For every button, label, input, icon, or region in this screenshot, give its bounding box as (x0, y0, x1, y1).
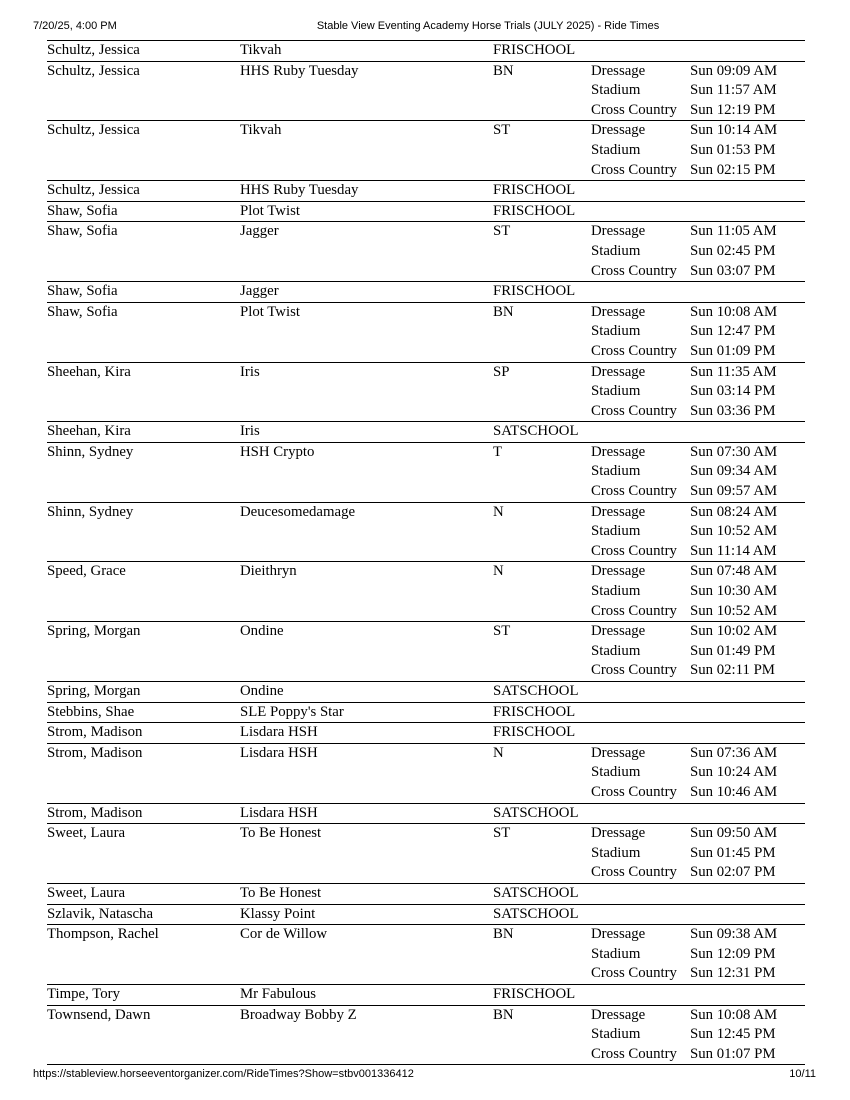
phase-label: Stadium (591, 844, 641, 861)
table-row (47, 362, 805, 422)
time-list (690, 702, 805, 723)
phase-label: Cross Country (591, 602, 677, 619)
ride-time: Sun 01:09 PM (690, 342, 776, 359)
ride-time: Sun 09:50 AM (690, 825, 778, 842)
ride-time: Sun 03:36 PM (690, 402, 776, 419)
division: BN (493, 303, 514, 320)
phase-list (591, 181, 690, 202)
time-list (690, 743, 805, 803)
time-list (690, 502, 805, 562)
division: FRISCHOOL (493, 724, 576, 741)
rider-name: Szlavik, Natascha (47, 905, 154, 922)
ride-time: Sun 01:45 PM (690, 844, 776, 861)
time-list (690, 362, 805, 422)
horse-name: Mr Fabulous (240, 985, 317, 1002)
table-row (47, 743, 805, 803)
rider-name: Schultz, Jessica (47, 62, 140, 79)
division: FRISCHOOL (493, 985, 576, 1002)
horse-name: Lisdara HSH (240, 804, 318, 821)
division: FRISCHOOL (493, 283, 576, 300)
rider-name: Spring, Morgan (47, 623, 141, 640)
phase-label: Cross Country (591, 101, 677, 118)
table-row (47, 702, 805, 723)
ride-time: Sun 09:34 AM (690, 463, 778, 480)
phase-list (591, 984, 690, 1005)
time-list (690, 925, 805, 985)
phase-label: Dressage (591, 503, 646, 520)
phase-label: Stadium (591, 82, 641, 99)
division: BN (493, 1006, 514, 1023)
rider-name: Schultz, Jessica (47, 42, 140, 58)
table-row (47, 622, 805, 682)
phase-list (591, 362, 690, 422)
time-list (690, 181, 805, 202)
horse-name: To Be Honest (240, 825, 322, 842)
horse-name: Klassy Point (240, 905, 316, 922)
time-list (690, 803, 805, 824)
ride-time: Sun 12:09 PM (690, 945, 776, 962)
time-list (690, 422, 805, 443)
phase-list (591, 925, 690, 985)
ride-time: Sun 11:57 AM (690, 82, 777, 99)
horse-name: Iris (240, 363, 260, 380)
division: N (493, 744, 504, 761)
page-footer (0, 1066, 850, 1084)
phase-label: Dressage (591, 363, 646, 380)
phase-list (591, 442, 690, 502)
table-row (47, 984, 805, 1005)
phase-list (591, 282, 690, 303)
phase-list (591, 883, 690, 904)
horse-name: HHS Ruby Tuesday (240, 62, 359, 79)
horse-name: Dieithryn (240, 563, 297, 580)
horse-name: Jagger (240, 223, 279, 240)
ride-time: Sun 10:02 AM (690, 623, 778, 640)
phase-label: Stadium (591, 764, 641, 781)
rider-name: Strom, Madison (47, 804, 143, 821)
horse-name: Cor de Willow (240, 926, 328, 943)
phase-label: Cross Country (591, 483, 677, 500)
phase-label: Dressage (591, 303, 646, 320)
table-row (47, 803, 805, 824)
rider-name: Townsend, Dawn (47, 1006, 151, 1023)
page-number: 10/11 (789, 1068, 816, 1080)
ride-time: Sun 02:11 PM (690, 662, 775, 679)
rider-name: Shaw, Sofia (47, 223, 118, 240)
phase-label: Cross Country (591, 783, 677, 800)
rider-name: Thompson, Rachel (47, 926, 159, 943)
phase-list (591, 622, 690, 682)
table-row (47, 442, 805, 502)
division: SATSCHOOL (493, 804, 579, 821)
ride-time: Sun 11:05 AM (690, 223, 777, 240)
ride-time: Sun 07:30 AM (690, 443, 778, 460)
table-row (47, 723, 805, 744)
division: BN (493, 62, 514, 79)
ride-time: Sun 03:07 PM (690, 262, 776, 279)
phase-label: Cross Country (591, 542, 677, 559)
ride-time: Sun 08:24 AM (690, 503, 778, 520)
time-list (690, 984, 805, 1005)
horse-name: Ondine (240, 683, 284, 699)
table-row (47, 1005, 805, 1065)
phase-list (591, 121, 690, 181)
horse-name: Ondine (240, 623, 284, 640)
ride-time: Sun 11:35 AM (690, 363, 777, 380)
time-list (690, 121, 805, 181)
rider-name: Timpe, Tory (47, 985, 120, 1002)
table-row (47, 925, 805, 985)
phase-label: Stadium (591, 383, 641, 400)
table-row (47, 61, 805, 121)
rider-name: Shaw, Sofia (47, 303, 118, 320)
division: SP (493, 363, 510, 380)
ride-time: Sun 10:08 AM (690, 303, 778, 320)
phase-label: Cross Country (591, 402, 677, 419)
ride-time: Sun 10:52 AM (690, 602, 778, 619)
phase-list (591, 422, 690, 443)
phase-label: Dressage (591, 1006, 646, 1023)
phase-label: Cross Country (591, 262, 677, 279)
print-datetime: 7/20/25, 4:00 PM (33, 20, 117, 32)
phase-list (591, 682, 690, 703)
ride-time: Sun 01:49 PM (690, 642, 776, 659)
table-row (47, 824, 805, 884)
horse-name: Broadway Bobby Z (240, 1006, 357, 1023)
ride-time: Sun 10:24 AM (690, 764, 778, 781)
horse-name: SLE Poppy's Star (240, 703, 344, 720)
ride-time: Sun 02:45 PM (690, 242, 776, 259)
phase-label: Stadium (591, 242, 641, 259)
phase-label: Dressage (591, 122, 646, 139)
ride-time: Sun 07:36 AM (690, 744, 778, 761)
ride-time: Sun 09:38 AM (690, 926, 778, 943)
phase-list (591, 61, 690, 121)
phase-label: Dressage (591, 926, 646, 943)
time-list (690, 222, 805, 282)
table-row (47, 282, 805, 303)
phase-label: Stadium (591, 1026, 641, 1043)
ride-time: Sun 10:30 AM (690, 583, 778, 600)
phase-label: Stadium (591, 642, 641, 659)
rider-name: Shinn, Sydney (47, 503, 134, 520)
ride-time: Sun 07:48 AM (690, 563, 778, 580)
rider-name: Shinn, Sydney (47, 443, 134, 460)
ride-time: Sun 01:07 PM (690, 1045, 776, 1062)
phase-list (591, 562, 690, 622)
horse-name: HHS Ruby Tuesday (240, 182, 359, 199)
time-list (690, 41, 805, 62)
ride-time: Sun 10:52 AM (690, 523, 778, 540)
phase-list (591, 702, 690, 723)
rider-name: Schultz, Jessica (47, 182, 140, 199)
phase-list (591, 41, 690, 62)
horse-name: Iris (240, 423, 260, 440)
time-list (690, 562, 805, 622)
division: ST (493, 122, 511, 139)
phase-label: Stadium (591, 583, 641, 600)
phase-list (591, 803, 690, 824)
phase-list (591, 824, 690, 884)
rider-name: Sweet, Laura (47, 825, 126, 842)
phase-label: Stadium (591, 945, 641, 962)
horse-name: Lisdara HSH (240, 724, 318, 741)
division: SATSCHOOL (493, 423, 579, 440)
phase-list (591, 1005, 690, 1065)
rider-name: Strom, Madison (47, 724, 143, 741)
horse-name: To Be Honest (240, 884, 322, 901)
table-row (47, 41, 805, 62)
rider-name: Strom, Madison (47, 744, 143, 761)
phase-label: Stadium (591, 141, 641, 158)
time-list (690, 442, 805, 502)
phase-label: Cross Country (591, 342, 677, 359)
phase-label: Dressage (591, 62, 646, 79)
horse-name: Jagger (240, 283, 279, 300)
phase-label: Dressage (591, 223, 646, 240)
time-list (690, 282, 805, 303)
time-list (690, 723, 805, 744)
table-row (47, 562, 805, 622)
phase-label: Dressage (591, 744, 646, 761)
ride-time: Sun 10:14 AM (690, 122, 778, 139)
phase-label: Cross Country (591, 161, 677, 178)
ride-time: Sun 03:14 PM (690, 383, 776, 400)
time-list (690, 201, 805, 222)
time-list (690, 61, 805, 121)
phase-label: Cross Country (591, 662, 677, 679)
ride-time: Sun 02:07 PM (690, 864, 776, 881)
table-row (47, 222, 805, 282)
table-row (47, 682, 805, 703)
ride-time: Sun 12:31 PM (690, 965, 776, 982)
ride-time: Sun 01:53 PM (690, 141, 776, 158)
time-list (690, 883, 805, 904)
time-list (690, 1005, 805, 1065)
ride-time: Sun 11:14 AM (690, 542, 777, 559)
division: N (493, 563, 504, 580)
phase-label: Dressage (591, 623, 646, 640)
horse-name: Deucesomedamage (240, 503, 356, 520)
table-row (47, 121, 805, 181)
division: FRISCHOOL (493, 703, 576, 720)
phase-list (591, 201, 690, 222)
division: N (493, 503, 504, 520)
division: SATSCHOOL (493, 683, 579, 699)
table-row (47, 302, 805, 362)
division: SATSCHOOL (493, 884, 579, 901)
table-row (47, 422, 805, 443)
horse-name: Plot Twist (240, 202, 300, 219)
rider-name: Shaw, Sofia (47, 202, 118, 219)
ride-time: Sun 12:45 PM (690, 1026, 776, 1043)
time-list (690, 622, 805, 682)
division: SATSCHOOL (493, 905, 579, 922)
rider-name: Sheehan, Kira (47, 363, 131, 380)
ride-times-table (47, 40, 805, 1065)
table-row (47, 883, 805, 904)
rider-name: Stebbins, Shae (47, 703, 135, 720)
rider-name: Shaw, Sofia (47, 283, 118, 300)
phase-label: Cross Country (591, 965, 677, 982)
phase-list (591, 743, 690, 803)
horse-name: HSH Crypto (240, 443, 315, 460)
phase-list (591, 723, 690, 744)
division: ST (493, 825, 511, 842)
horse-name: Tikvah (240, 42, 282, 58)
phase-label: Dressage (591, 563, 646, 580)
table-row (47, 181, 805, 202)
division: BN (493, 926, 514, 943)
phase-list (591, 222, 690, 282)
table-row (47, 502, 805, 562)
table-row (47, 201, 805, 222)
rider-name: Schultz, Jessica (47, 122, 140, 139)
phase-list (591, 302, 690, 362)
page-title: Stable View Eventing Academy Horse Trials (JULY 2025) - Ride Times (316, 20, 660, 32)
ride-time: Sun 10:46 AM (690, 783, 778, 800)
phase-label: Stadium (591, 463, 641, 480)
time-list (690, 824, 805, 884)
ride-time: Sun 10:08 AM (690, 1006, 778, 1023)
phase-label: Stadium (591, 323, 641, 340)
horse-name: Tikvah (240, 122, 282, 139)
division: FRISCHOOL (493, 42, 576, 58)
time-list (690, 682, 805, 703)
ride-time: Sun 12:19 PM (690, 101, 776, 118)
horse-name: Plot Twist (240, 303, 300, 320)
table-row (47, 904, 805, 925)
ride-time: Sun 09:57 AM (690, 483, 778, 500)
division: ST (493, 623, 511, 640)
ride-time: Sun 02:15 PM (690, 161, 776, 178)
horse-name: Lisdara HSH (240, 744, 318, 761)
phase-label: Cross Country (591, 864, 677, 881)
division: ST (493, 223, 511, 240)
division: T (493, 443, 503, 460)
ride-times-body (47, 41, 805, 1065)
division: FRISCHOOL (493, 182, 576, 199)
ride-time: Sun 12:47 PM (690, 323, 776, 340)
page-url: https://stableview.horseeventorganizer.com/RideTimes?Show=stbv001336412 (33, 1068, 414, 1080)
phase-label: Stadium (591, 523, 641, 540)
phase-list (591, 502, 690, 562)
ride-time: Sun 09:09 AM (690, 62, 778, 79)
phase-list (591, 904, 690, 925)
rider-name: Speed, Grace (47, 563, 126, 580)
time-list (690, 302, 805, 362)
time-list (690, 904, 805, 925)
phase-label: Dressage (591, 443, 646, 460)
division: FRISCHOOL (493, 202, 576, 219)
phase-label: Dressage (591, 825, 646, 842)
phase-label: Cross Country (591, 1045, 677, 1062)
rider-name: Sweet, Laura (47, 884, 126, 901)
page-header (0, 18, 850, 38)
rider-name: Sheehan, Kira (47, 423, 131, 440)
rider-name: Spring, Morgan (47, 683, 141, 699)
